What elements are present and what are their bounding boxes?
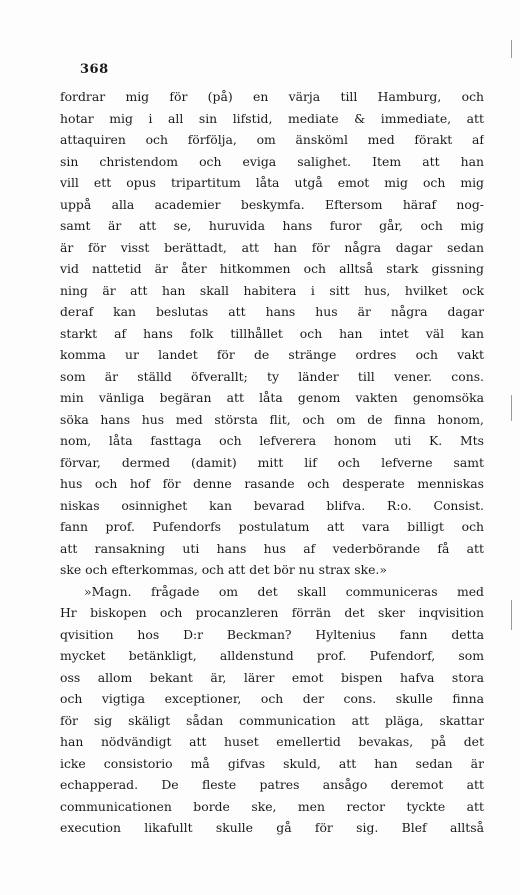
text-line: echapperad. De fleste patres ansågo deremot att xyxy=(60,777,484,792)
text-line: han nödvändigt att huset emellertid bevakas, på det xyxy=(60,734,484,749)
text-line: fann prof. Pufendorfs postulatum att vara billigt och xyxy=(60,519,484,534)
text-line: communicationen borde ske, men rector tyckte att xyxy=(60,798,484,814)
page-edge-mark xyxy=(511,600,512,630)
text-line: är för visst berättadt, att han för några dagar sedan xyxy=(60,239,484,255)
text-line: starkt af hans folk tillhållet och han intet väl kan xyxy=(60,325,484,341)
text-line: för sig skäligt sådan communication att pläga, skattar xyxy=(60,712,484,728)
text-line: attaquiren och förfölja, om änsköml med förakt af xyxy=(60,132,484,147)
text-line: vid nattetid är åter hitkommen och alltså stark gissning xyxy=(60,261,484,276)
text-line: hotar mig i all sin lifstid, mediate & immediate, att xyxy=(60,110,484,126)
text-line: hus och hof för denne rasande och desperate menniskas xyxy=(60,476,484,491)
text-line: icke consistorio må gifvas skuld, att han sedan är xyxy=(60,755,484,771)
text-line: niskas osinnighet kan bevarad blifva. R:o. Consist. xyxy=(60,497,484,513)
text-line: nom, låta fasttaga och lefverera honom uti K. Mts xyxy=(60,433,484,448)
text-line: fordrar mig för (på) en värja till Hamburg, och xyxy=(60,89,484,104)
text-line: och vigtiga exceptioner, och der cons. skulle finna xyxy=(60,691,484,706)
text-line: Hr biskopen och procanzleren förrän det sker inqvisition xyxy=(60,605,484,620)
text-line: ning är att han skall habitera i sitt hus, hvilket ock xyxy=(60,282,484,298)
text-line: ske och efterkommas, och att det bör nu strax ske.» xyxy=(60,562,387,577)
text-line: execution likafullt skulle gå för sig. Blef alltså xyxy=(60,820,484,835)
body-text xyxy=(60,86,484,839)
page-number: 368 xyxy=(80,62,109,77)
text-line: som är ställd öfverallt; ty länder till vener. cons. xyxy=(60,368,484,384)
text-line: min vänliga begäran att låta genom vakten genomsöka xyxy=(60,390,484,405)
text-line: förvar, dermed (damit) mitt lif och lefverne samt xyxy=(60,454,484,470)
text-line: deraf kan beslutas att hans hus är några dagar xyxy=(60,304,484,319)
page-edge-mark xyxy=(511,395,512,421)
page-edge-mark xyxy=(511,40,512,58)
text-line: qvisition hos D:r Beckman? Hyltenius fann detta xyxy=(60,626,484,642)
text-line: att ransakning uti hans hus af vederbörande få att xyxy=(60,540,484,556)
text-line: oss allom bekant är, lärer emot bispen hafva stora xyxy=(60,669,484,685)
text-line: komma ur landet för de stränge ordres och vakt xyxy=(60,347,484,362)
text-line: uppå alla academier beskymfa. Eftersom häraf nog- xyxy=(60,196,484,212)
text-line: sin christendom och eviga salighet. Item att han xyxy=(60,153,484,169)
text-line: samt är att se, huruvida hans furor går, och mig xyxy=(60,218,484,233)
text-line: vill ett opus tripartitum låta utgå emot mig och mig xyxy=(60,175,484,190)
text-line: »Magn. frågade om det skall communiceras med xyxy=(84,583,484,599)
text-line: söka hans hus med största flit, och om de finna honom, xyxy=(60,411,484,427)
text-line: mycket betänkligt, alldenstund prof. Pufendorf, som xyxy=(60,648,484,663)
